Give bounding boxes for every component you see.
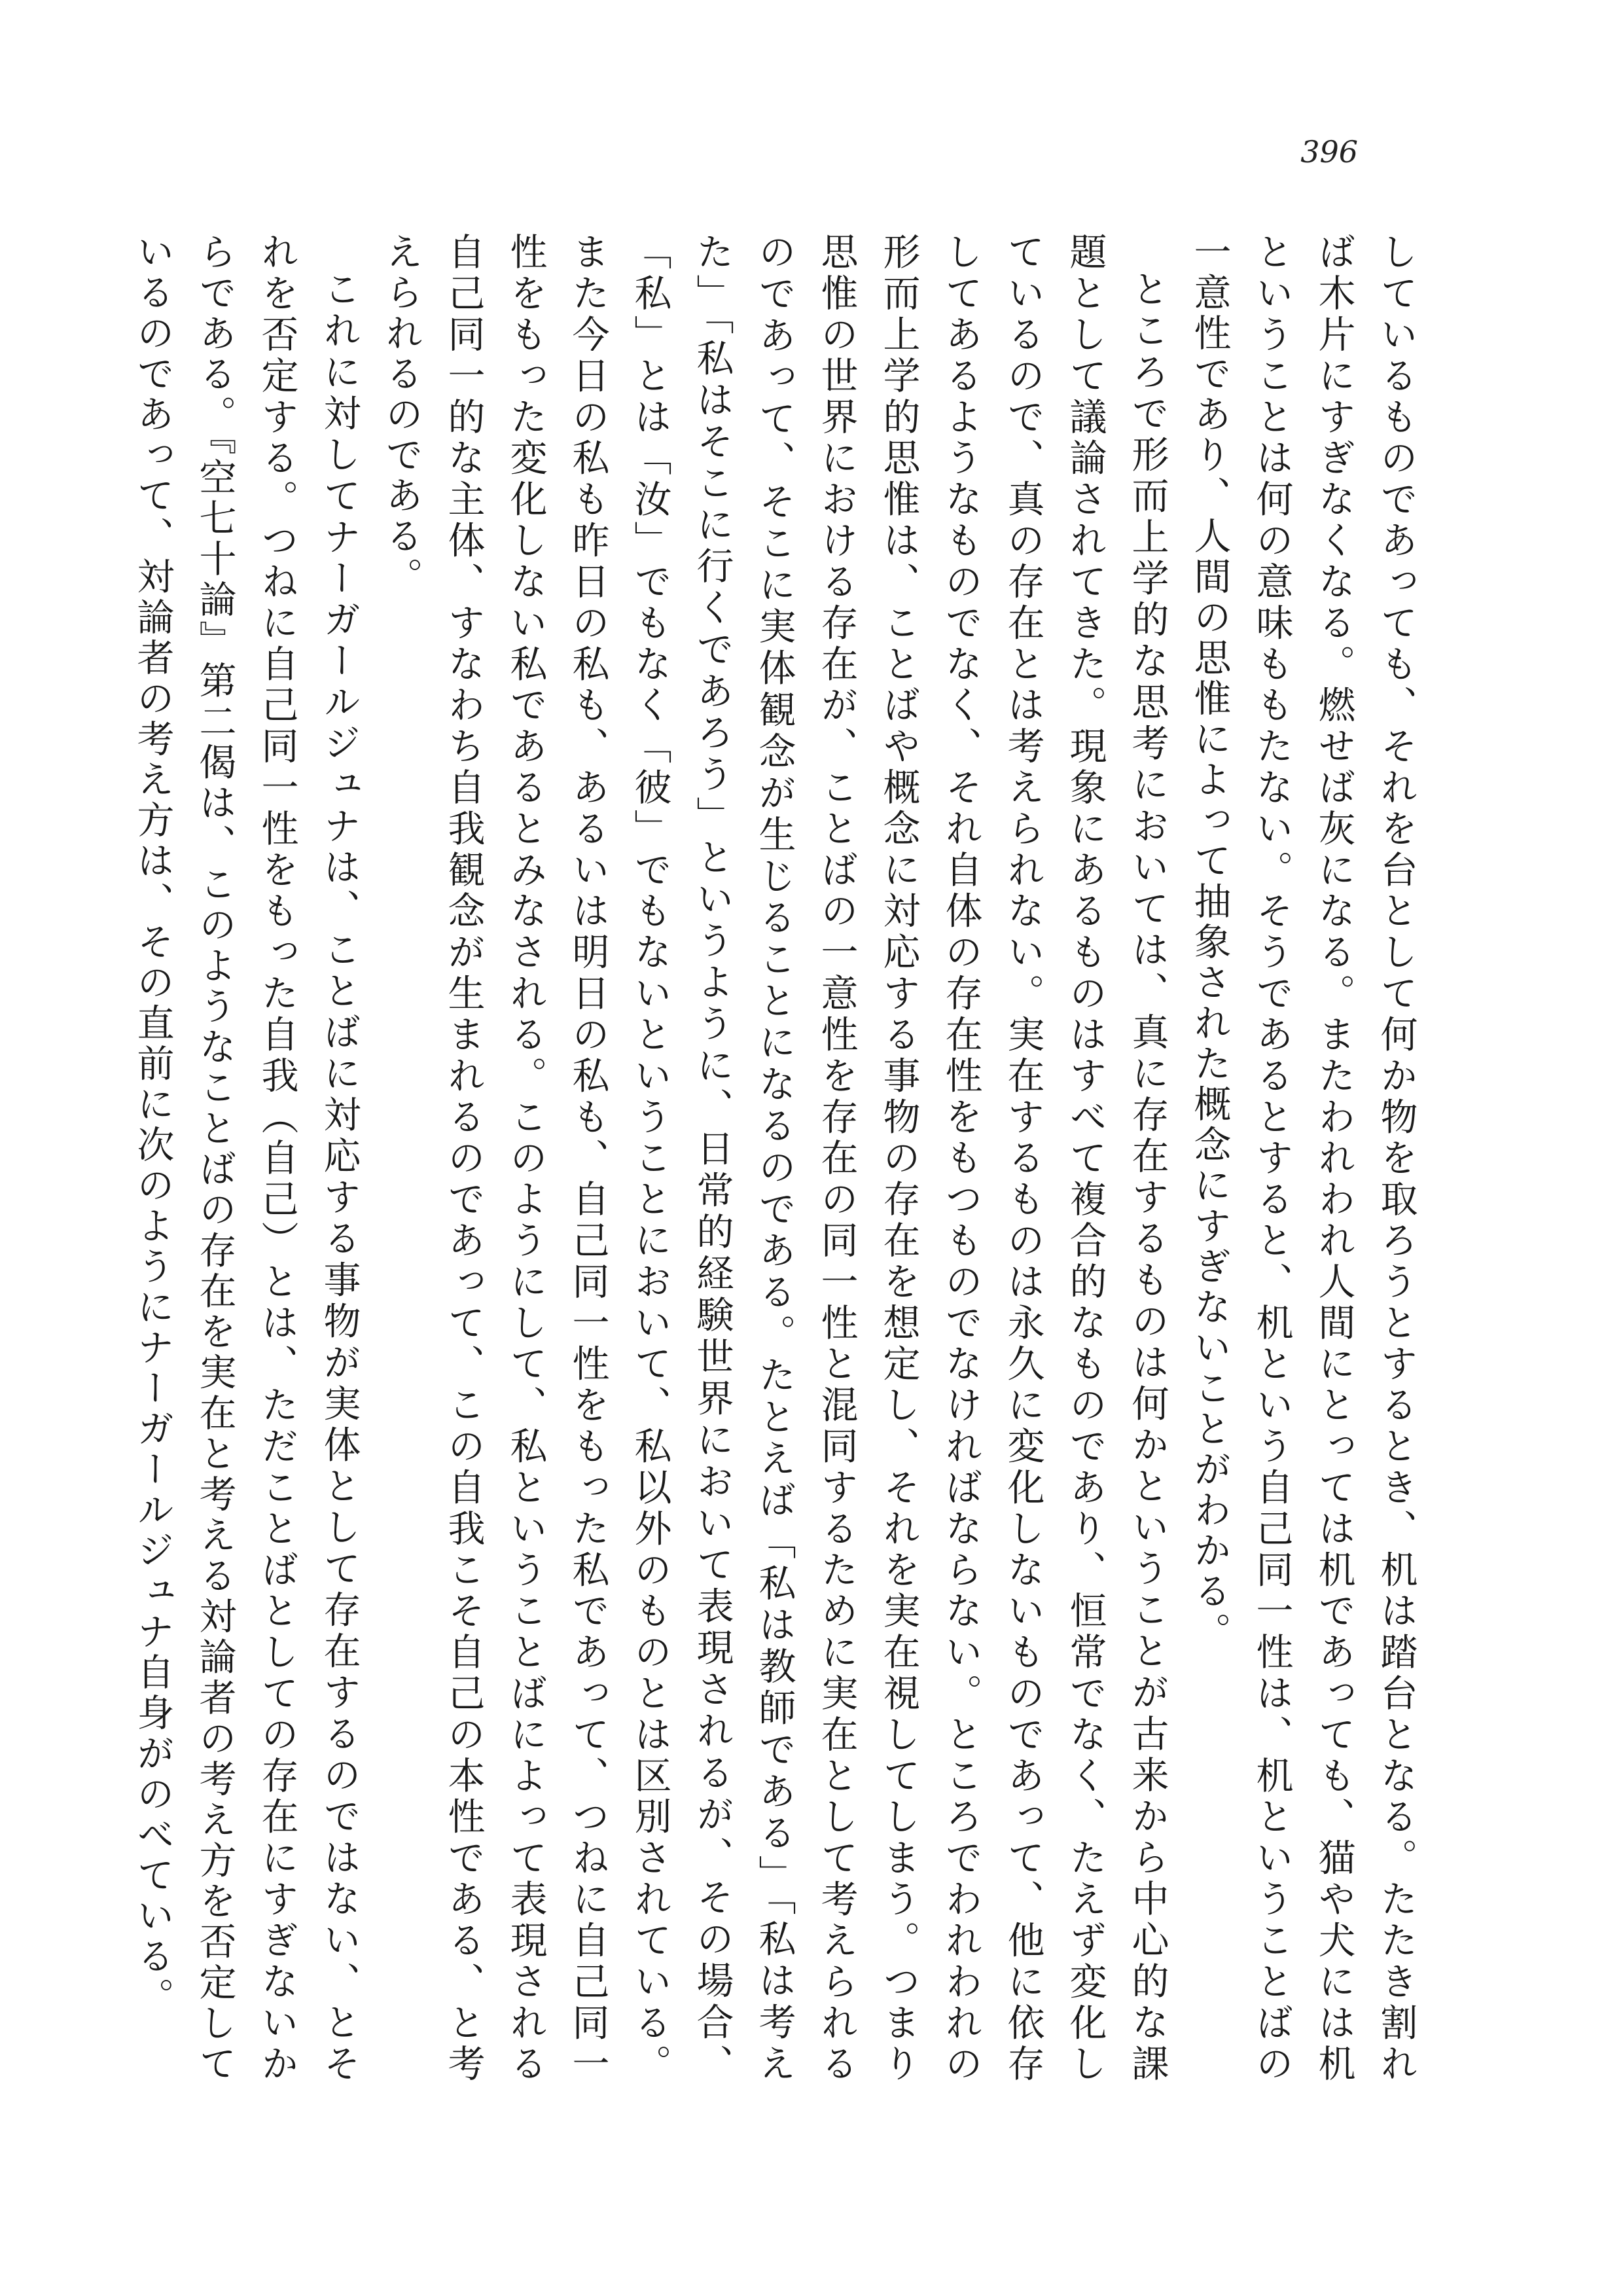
paragraph: しているものであっても、それを台として何か物を取ろうとするとき、机は踏台となる。たたき割れば木片にすぎなくなる。燃せば灰になる。またわれわれ人間にとっては机であっても、猫や犬には机ということは何の意味ももたない。そうであるとすると、机という自己同一性は、机ということばの一意性であり、人間の思惟によって抽象された概念にすぎないことがわかる。 [1188, 232, 1418, 2085]
paragraph: これに対してナーガールジュナは、ことばに対応する事物が実体として存在するのではない、とそれを否定する。つねに自己同一性をもった自我（自己）とは、ただことばとしての存在にすぎないからである。『空七十論』第二偈は、このようなことばの存在を実在と考える対論者の考え方を否定しているのであって、対論者の考え方は、その直前に次のようにナーガールジュナ自身がのべている。 [131, 232, 361, 2085]
body-text [131, 232, 1427, 2085]
page-number: 396 [1300, 134, 1358, 170]
paragraph: ところで形而上学的な思考においては、真に存在するものは何かということが古来から中心的な課題として議論されてきた。現象にあるものはすべて複合的なものであり、恒常でなく、たえず変化しているので、真の存在とは考えられない。実在するものは永久に変化しないものであって、他に依存してあるようなものでなく、それ自体の存在性をもつものでなければならない。ところでわれわれの形而上学的思惟は、ことばや概念に対応する事物の存在を想定し、それを実在視してしまう。つまり思惟の世界における存在が、ことばの一意性を存在の同一性と混同するために実在として考えられるのであって、そこに実体観念が生じることになるのである。たとえば「私は教師である」「私は考えた」「私はそこに行くであろう」というように、日常的経験世界において表現されるが、その場合、「私」とは「汝」でもなく「彼」でもないということにおいて、私以外のものとは区別されている。また今日の私も昨日の私も、あるいは明日の私も、自己同一性をもった私であって、つねに自己同一性をもった変化しない私であるとみなされる。このようにして、私ということばによって表現される自己同一的な主体、すなわち自我観念が生まれるのであって、この自我こそ自己の本性である、と考えられるのである。 [380, 232, 1169, 2085]
